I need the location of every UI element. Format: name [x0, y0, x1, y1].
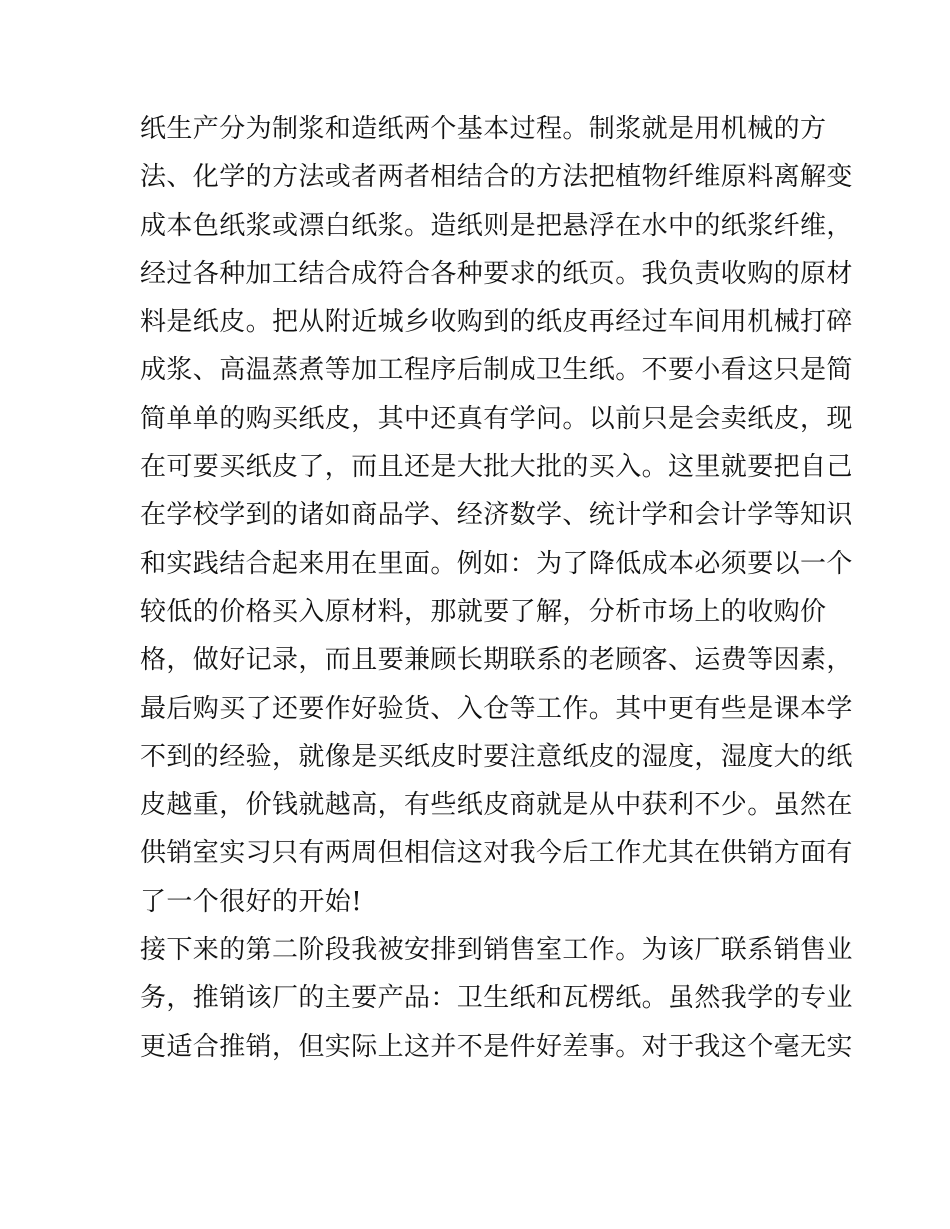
text-line-4: 经过各种加工结合成符合各种要求的纸页。我负责收购的原材 [140, 258, 853, 289]
text-line-1: 纸生产分为制浆和造纸两个基本过程。制浆就是用机械的方 [140, 114, 827, 144]
text-line-6: 成浆、高温蒸煮等加工程序后制成卫生纸。不要小看这只是简 [140, 355, 853, 386]
text-line-18: 接下来的第二阶段我被安排到销售室工作。为该厂联系销售业 [140, 935, 853, 966]
text-line-16: 供销室实习只有两周但相信这对我今后工作尤其在供销方面有 [140, 838, 853, 869]
body-text [140, 105, 853, 1071]
text-line-5: 料是纸皮。把从附近城乡收购到的纸皮再经过车间用机械打碎 [140, 307, 853, 338]
text-line-13: 最后购买了还要作好验货、入仓等工作。其中更有些是课本学 [140, 693, 853, 724]
text-line-11: 较低的价格买入原材料，那就要了解，分析市场上的收购价 [140, 596, 827, 627]
text-line-12: 格，做好记录，而且要兼顾长期联系的老顾客、运费等因素， [140, 645, 853, 676]
text-line-15: 皮越重，价钱就越高，有些纸皮商就是从中获利不少。虽然在 [140, 790, 853, 821]
text-line-17: 了一个很好的开始! [140, 886, 363, 917]
text-line-3: 成本色纸浆或漂白纸浆。造纸则是把悬浮在水中的纸浆纤维， [140, 210, 853, 241]
text-line-2: 法、化学的方法或者两者相结合的方法把植物纤维原料离解变 [140, 162, 853, 193]
text-line-14: 不到的经验，就像是买纸皮时要注意纸皮的湿度，湿度大的纸 [140, 741, 853, 772]
text-line-19: 务，推销该厂的主要产品：卫生纸和瓦楞纸。虽然我学的专业 [140, 983, 853, 1014]
text-line-10: 和实践结合起来用在里面。例如：为了降低成本必须要以一个 [140, 548, 853, 579]
text-line-9: 在学校学到的诸如商品学、经济数学、统计学和会计学等知识 [140, 500, 853, 531]
text-line-8: 在可要买纸皮了，而且还是大批大批的买入。这里就要把自己 [140, 452, 853, 483]
text-line-20: 更适合推销，但实际上这并不是件好差事。对于我这个毫无实 [140, 1031, 853, 1062]
text-line-7: 简单单的购买纸皮，其中还真有学问。以前只是会卖纸皮，现 [140, 403, 853, 434]
